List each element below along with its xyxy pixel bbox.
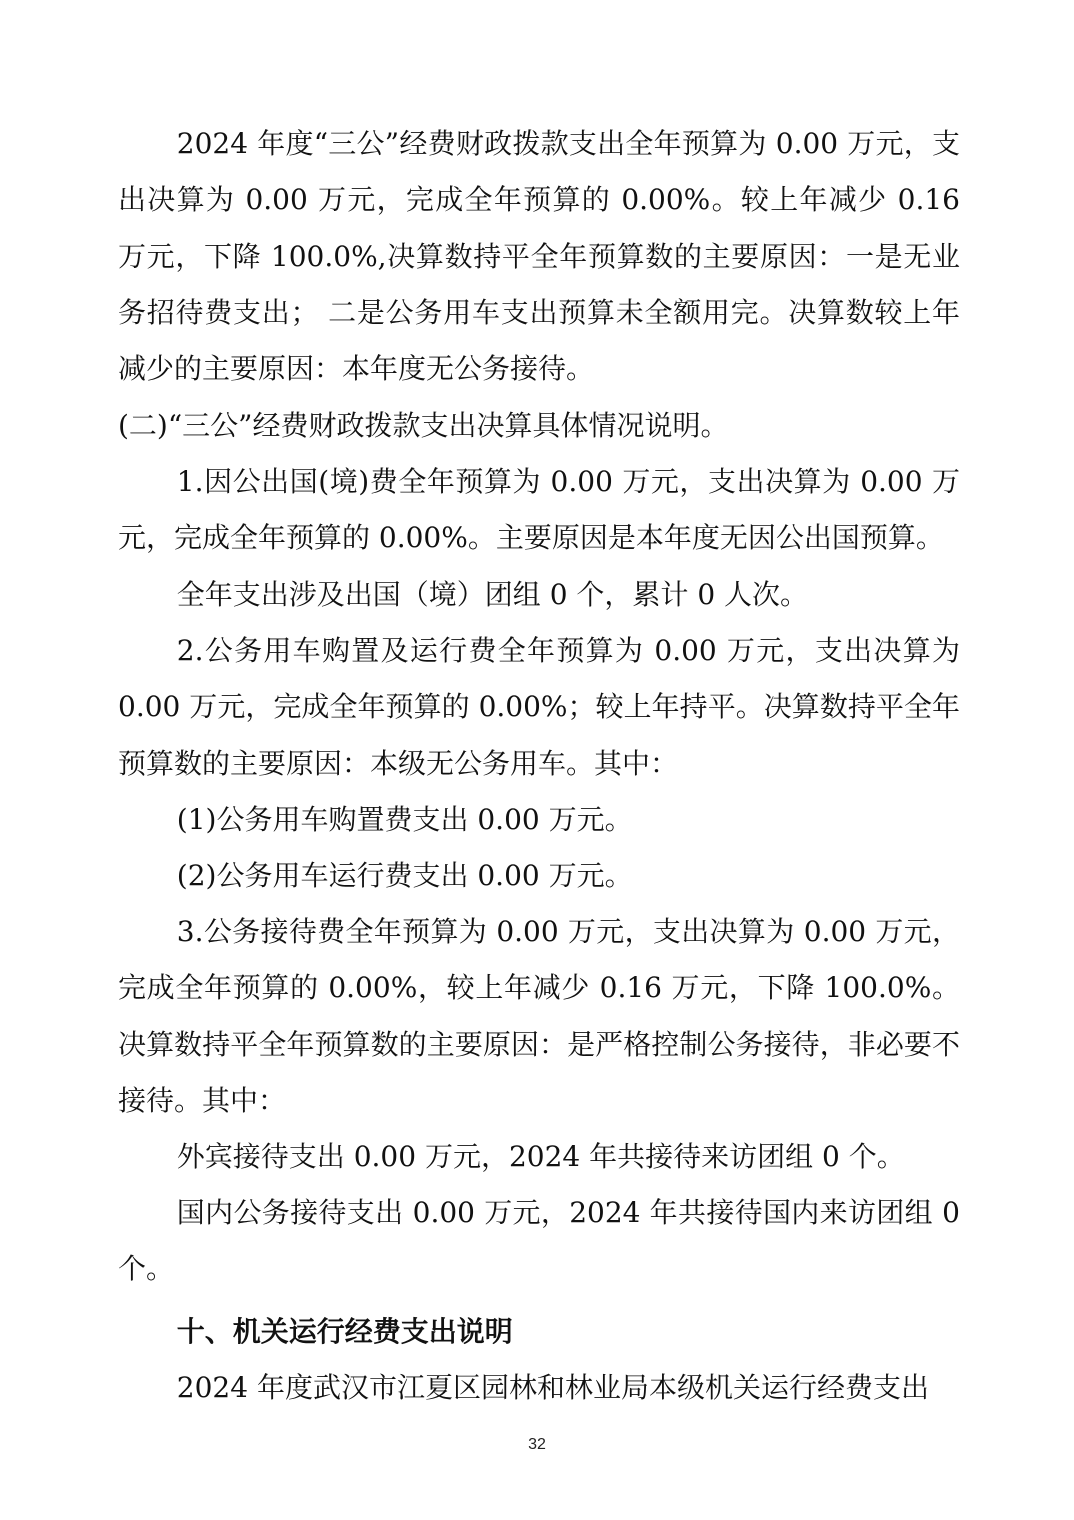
paragraph-sangong-overview: 2024 年度“三公”经费财政拨款支出全年预算为 0.00 万元，支出决算为 0.00 万元，完成全年预算的 0.00%。较上年减少 0.16 万元，下降 100.0%,决算数持平全年预算数的主要原因：一是无业务招待费支出； 二是公务用车支出预算未全额用完。决算数较上年减少的主要原因：本年度无公务接待。 (118, 127, 960, 386)
paragraph-overseas-travel: 1.因公出国(境)费全年预算为 0.00 万元，支出决算为 0.00 万元，完成全年预算的 0.00%。主要原因是本年度无因公出国预算。 (118, 465, 960, 555)
paragraph-vehicle-operation: (2)公务用车运行费支出 0.00 万元。 (176, 859, 633, 892)
paragraph-vehicle-purchase: (1)公务用车购置费支出 0.00 万元。 (176, 803, 633, 836)
paragraph-foreign-reception: 外宾接待支出 0.00 万元，2024 年共接待来访团组 0 个。 (176, 1140, 905, 1173)
paragraph-official-vehicles: 2.公务用车购置及运行费全年预算为 0.00 万元，支出决算为 0.00 万元，完成全年预算的 0.00%；较上年持平。决算数持平全年预算数的主要原因：本级无公务用车。其中： (118, 634, 960, 780)
page-number: 32 (528, 1436, 546, 1453)
section-heading-sangong-detail: (二)“三公”经费财政拨款支出决算具体情况说明。 (118, 409, 729, 442)
paragraph-office-operations: 2024 年度武汉市江夏区园林和林业局本级机关运行经费支出 (176, 1371, 929, 1404)
paragraph-reception: 3.公务接待费全年预算为 0.00 万元，支出决算为 0.00 万元，完成全年预算的 0.00%，较上年减少 0.16 万元，下降 100.0%。决算数持平全年预算数的主要原因：是严格控制公务接待，非必要不接待。其中： (118, 915, 960, 1117)
paragraph-domestic-reception: 国内公务接待支出 0.00 万元，2024 年共接待国内来访团组 0 个。 (118, 1196, 960, 1286)
section-heading-office-operations: 十、机关运行经费支出说明 (176, 1315, 513, 1348)
paragraph-overseas-groups: 全年支出涉及出国（境）团组 0 个，累计 0 人次。 (176, 578, 809, 611)
